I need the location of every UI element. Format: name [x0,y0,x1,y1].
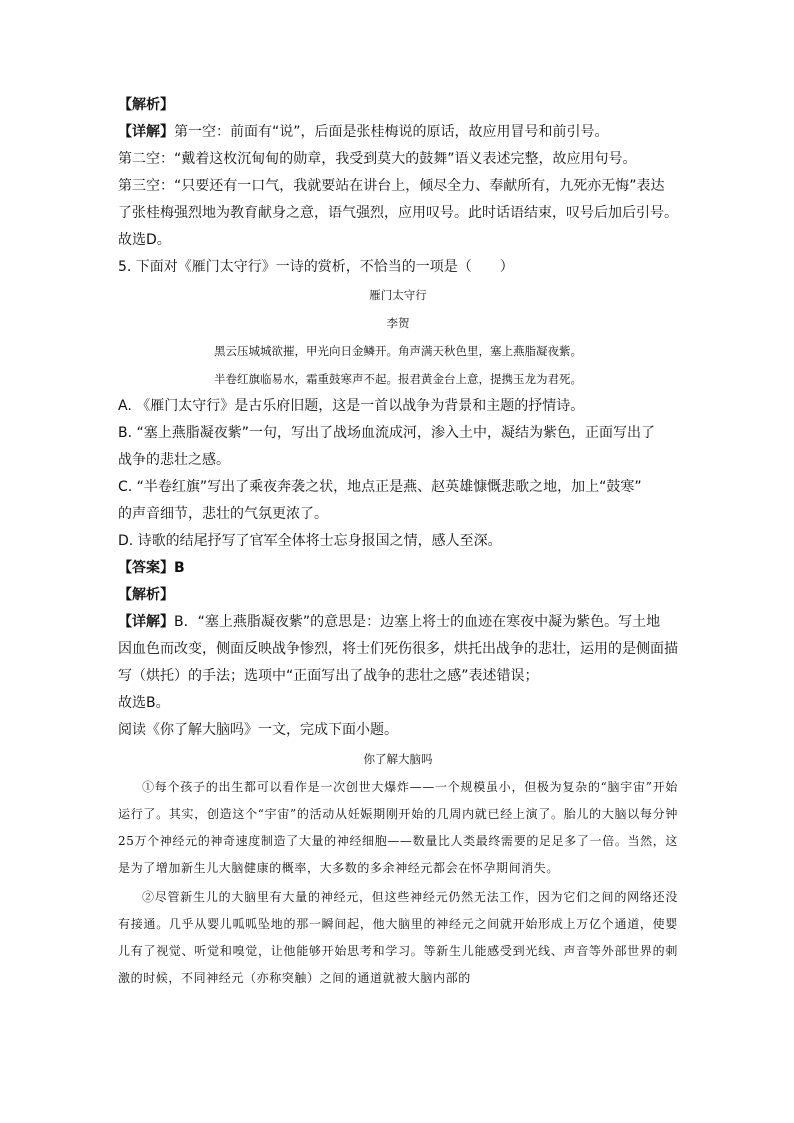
blank2-explanation: 第二空：“戴着这枚沉甸甸的勋章，我受到莫大的鼓舞”语义表述完整，故应用句号。 [118,151,637,167]
detail-paragraph-2 [118,609,678,636]
detail-text: 第一空：前面有“说”，后面是张桂梅说的原话，故应用冒号和前引号。 [174,124,609,140]
option-b-line1: B. “塞上燕脂凝夜紫”一句，写出了战场血流成河，渗入土中，凝结为紫色，正面写出了 [118,425,656,441]
answer-choice-2: 故选B。 [118,695,170,711]
detail-line3: 写（烘托）的手法；选项中“正面写出了战争的悲壮之感”表述错误； [118,668,539,684]
detail-label-2: 【详解】 [118,614,174,630]
article-title: 你了解大脑吗 [363,752,433,766]
detail-paragraph [118,119,678,146]
question-5-stem: 5. 下面对《雁门太守行》一诗的赏析，不恰当的一项是（ ） [118,259,514,275]
answer-label: 【答案】B [118,560,185,576]
detail-label: 【详解】 [118,124,174,140]
reading-intro: 阅读《你了解大脑吗》一文，完成下面小题。 [118,722,398,738]
option-d: D. 诗歌的结尾抒写了官军全体将士忘身报国之情，感人至深。 [118,533,502,549]
document-content [118,92,678,992]
option-b-line2: 战争的悲壮之感。 [118,452,230,468]
poem-line-1: 黑云压城城欲摧，甲光向日金鳞开。角声满天秋色里，塞上燕脂凝夜紫。 [214,344,582,358]
option-c-line2: 的声音细节，悲壮的气氛更浓了。 [118,506,328,522]
article-paragraph-2: ②尽管新生儿的大脑里有大量的神经元，但这些神经元仍然无法工作，因为它们之间的网络还没有接通。几乎从婴儿呱呱坠地的那一瞬间起，他大脑里的神经元之间就开始形成上万亿个通道，使婴儿有了视觉、听觉和嗅觉，让他能够开始思考和学习。等新生儿能感受到光线、声音等外部世界的刺激的时候，不同神经元（亦称突触）之间的通道就被大脑内部的 [118,890,678,985]
detail-line2: 因血色而改变，侧面反映战争惨烈，将士们死伤很多，烘托出战争的悲壮，运用的是侧面描 [118,641,678,657]
option-a: A. 《雁门太守行》是古乐府旧题，这是一首以战争为背景和主题的抒情诗。 [118,398,585,414]
analysis-header-2: 【解析】 [118,587,174,603]
answer-choice: 故选D。 [118,232,171,248]
blank3-explanation-line2: 了张桂梅强烈地为教育献身之意，语气强烈，应用叹号。此时话语结束，叹号后加后引号。 [118,205,678,221]
detail-line1: B．“塞上燕脂凝夜紫”的意思是：边塞上将士的血迹在寒夜中凝为紫色。写土地 [174,614,661,630]
poem-line-2: 半卷红旗临易水，霜重鼓寒声不起。报君黄金台上意，提携玉龙为君死。 [214,372,582,386]
poem-title: 雁门太守行 [369,288,427,302]
blank3-explanation-line1: 第三空：“只要还有一口气，我就要站在讲台上，倾尽全力、奉献所有，九死亦无悔”表达 [118,178,665,194]
article-paragraph-1: ①每个孩子的出生都可以看作是一次创世大爆炸——一个规模虽小，但极为复杂的“脑宇宙”开始运行了。其实，创造这个“宇宙”的活动从妊娠期刚开始的几周内就已经上演了。胎儿的大脑以每分钟25万个神经元的神奇速度制造了大量的神经细胞——数量比人类最终需要的足足多了一倍。当然，这是为了增加新生儿大脑健康的概率，大多数的多余神经元都会在怀孕期间消失。 [118,780,678,875]
option-c-line1: C. “半卷红旗”写出了乘夜奔袭之状，地点正是燕、赵英雄慷慨悲歌之地，加上“鼓寒” [118,479,642,495]
poem-author: 李贺 [386,316,410,330]
analysis-header: 【解析】 [118,97,174,113]
